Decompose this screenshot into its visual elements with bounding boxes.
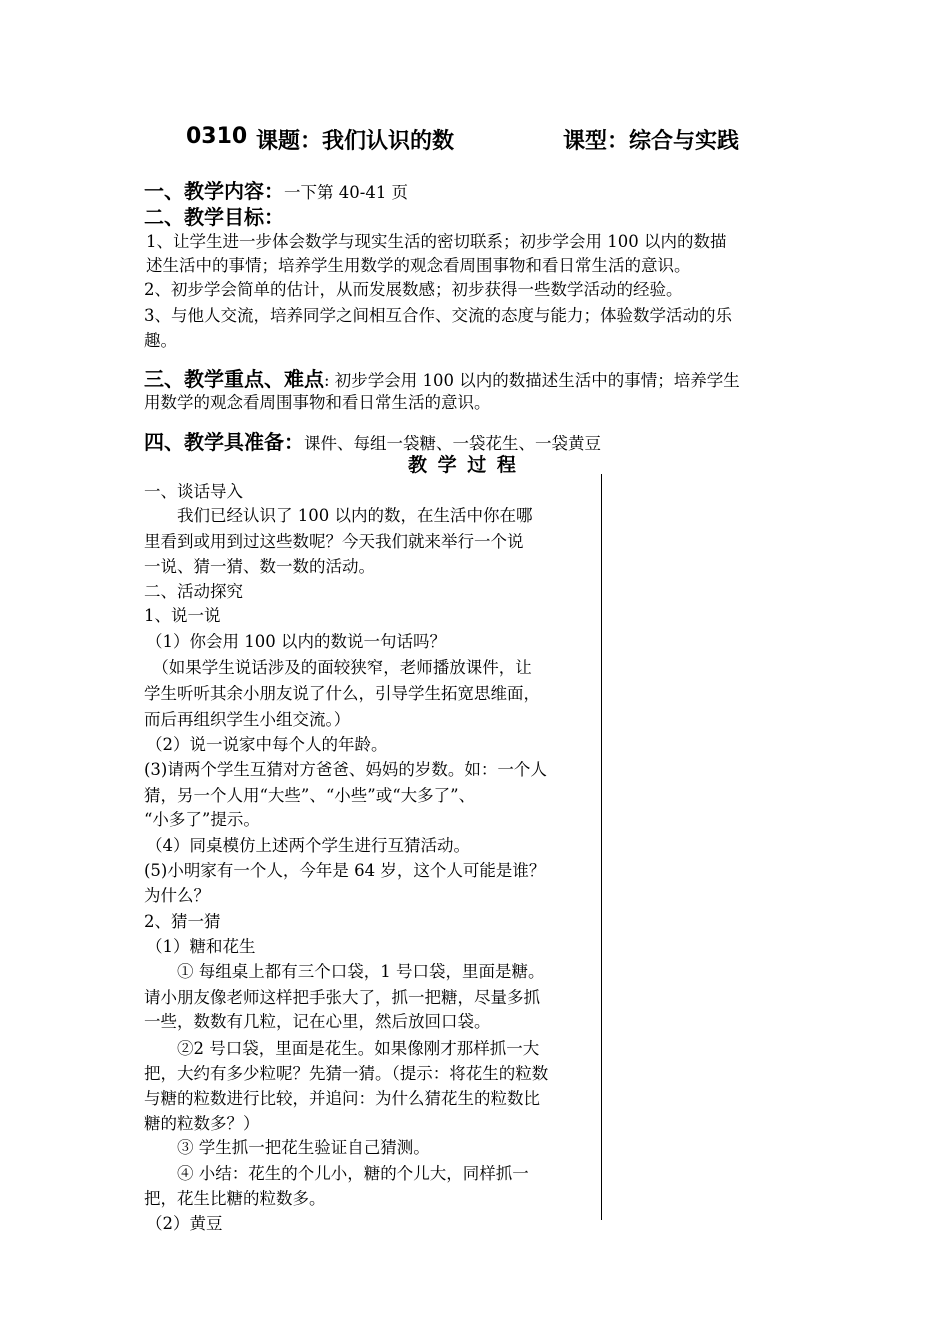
section-text: 一下第 40-41 页 [284,183,409,202]
process-line: 把，花生比糖的粒数多。 [144,1189,326,1208]
process-line: (3)请两个学生互猜对方爸爸、妈妈的岁数。如：一个人 [144,760,547,779]
process-line: （1）糖和花生 [146,937,256,956]
objective-line: 趣。 [144,331,177,350]
lesson-code: 0310 [186,124,248,149]
process-line: ④ 小结：花生的个儿小，糖的个儿大，同样抓一 [144,1164,529,1183]
section-heading: 三、教学重点、难点 [144,367,324,391]
process-title: 教 学 过 程 [408,454,518,476]
process-line: 一些，数数有几粒，记在心里，然后放回口袋。 [144,1012,491,1031]
process-line: ③ 学生抓一把花生验证自己猜测。 [144,1138,430,1157]
process-line: （1）你会用 100 以内的数说一句话吗？ [146,632,446,651]
process-line: （4）同桌模仿上述两个学生进行互猜活动。 [146,836,470,855]
process-line: 而后再组织学生小组交流。） [144,710,351,729]
section-key-points [144,363,740,392]
section-text: 课件、每组一袋糖、一袋花生、一袋黄豆 [304,434,601,453]
lesson-topic: 课题：我们认识的数 [256,129,455,154]
process-line: （2）说一说家中每个人的年龄。 [146,735,388,754]
section-text: : 初步学会用 100 以内的数描述生活中的事情；培养学生 [324,371,740,390]
section-heading: 二、教学目标： [144,205,284,229]
process-line: 请小朋友像老师这样把手张大了，抓一把糖，尽量多抓 [144,988,540,1007]
process-line: 1、说一说 [144,606,221,625]
column-divider [601,474,602,1220]
process-line: （2）黄豆 [146,1214,223,1233]
process-line: 猜，另一个人用“大些”、“小些”或“大多了”、 [144,786,476,805]
section-heading: 四、教学具准备： [144,430,304,454]
process-line: 一说、猜一猜、数一数的活动。 [144,557,375,576]
section-text: 用数学的观念看周围事物和看日常生活的意识。 [144,393,491,412]
objective-line: 1、让学生进一步体会数学与现实生活的密切联系；初步学会用 100 以内的数描 [146,232,727,251]
process-line: 一、谈话导入 [144,482,243,501]
process-line: 糖的粒数多？） [144,1114,260,1133]
lesson-type: 课型：综合与实践 [563,129,740,154]
section-materials [144,426,601,455]
process-line: (5)小明家有一个人，今年是 64 岁，这个人可能是谁？ [144,861,546,880]
objective-line: 2、初步学会简单的估计，从而发展数感；初步获得一些数学活动的经验。 [144,280,683,299]
process-line: 学生听听其余小朋友说了什么，引导学生拓宽思维面， [144,684,540,703]
process-line: （如果学生说话涉及的面较狭窄，老师播放课件，让 [144,658,532,677]
process-line: 2、猜一猜 [144,912,221,931]
process-line: 二、活动探究 [144,582,243,601]
process-line: ① 每组桌上都有三个口袋，1 号口袋，里面是糖。 [144,962,545,981]
objective-line: 3、与他人交流，培养同学之间相互合作、交流的态度与能力；体验数学活动的乐 [144,306,732,325]
section-heading: 一、教学内容： [144,179,284,203]
process-line: ②2 号口袋，里面是花生。如果像刚才那样抓一大 [144,1039,540,1058]
process-line: 我们已经认识了 100 以内的数，在生活中你在哪 [144,506,533,525]
process-line: 为什么？ [144,886,210,905]
objective-line: 述生活中的事情；培养学生用数学的观念看周围事物和看日常生活的意识。 [146,256,691,275]
process-line: 把，大约有多少粒呢？先猜一猜。（提示：将花生的粒数 [144,1064,549,1083]
process-line: “小多了”提示。 [144,810,260,829]
process-line: 与糖的粒数进行比较，并追问：为什么猜花生的粒数比 [144,1089,540,1108]
process-line: 里看到或用到过这些数呢？今天我们就来举行一个说 [144,532,524,551]
section-teaching-content [144,175,408,204]
